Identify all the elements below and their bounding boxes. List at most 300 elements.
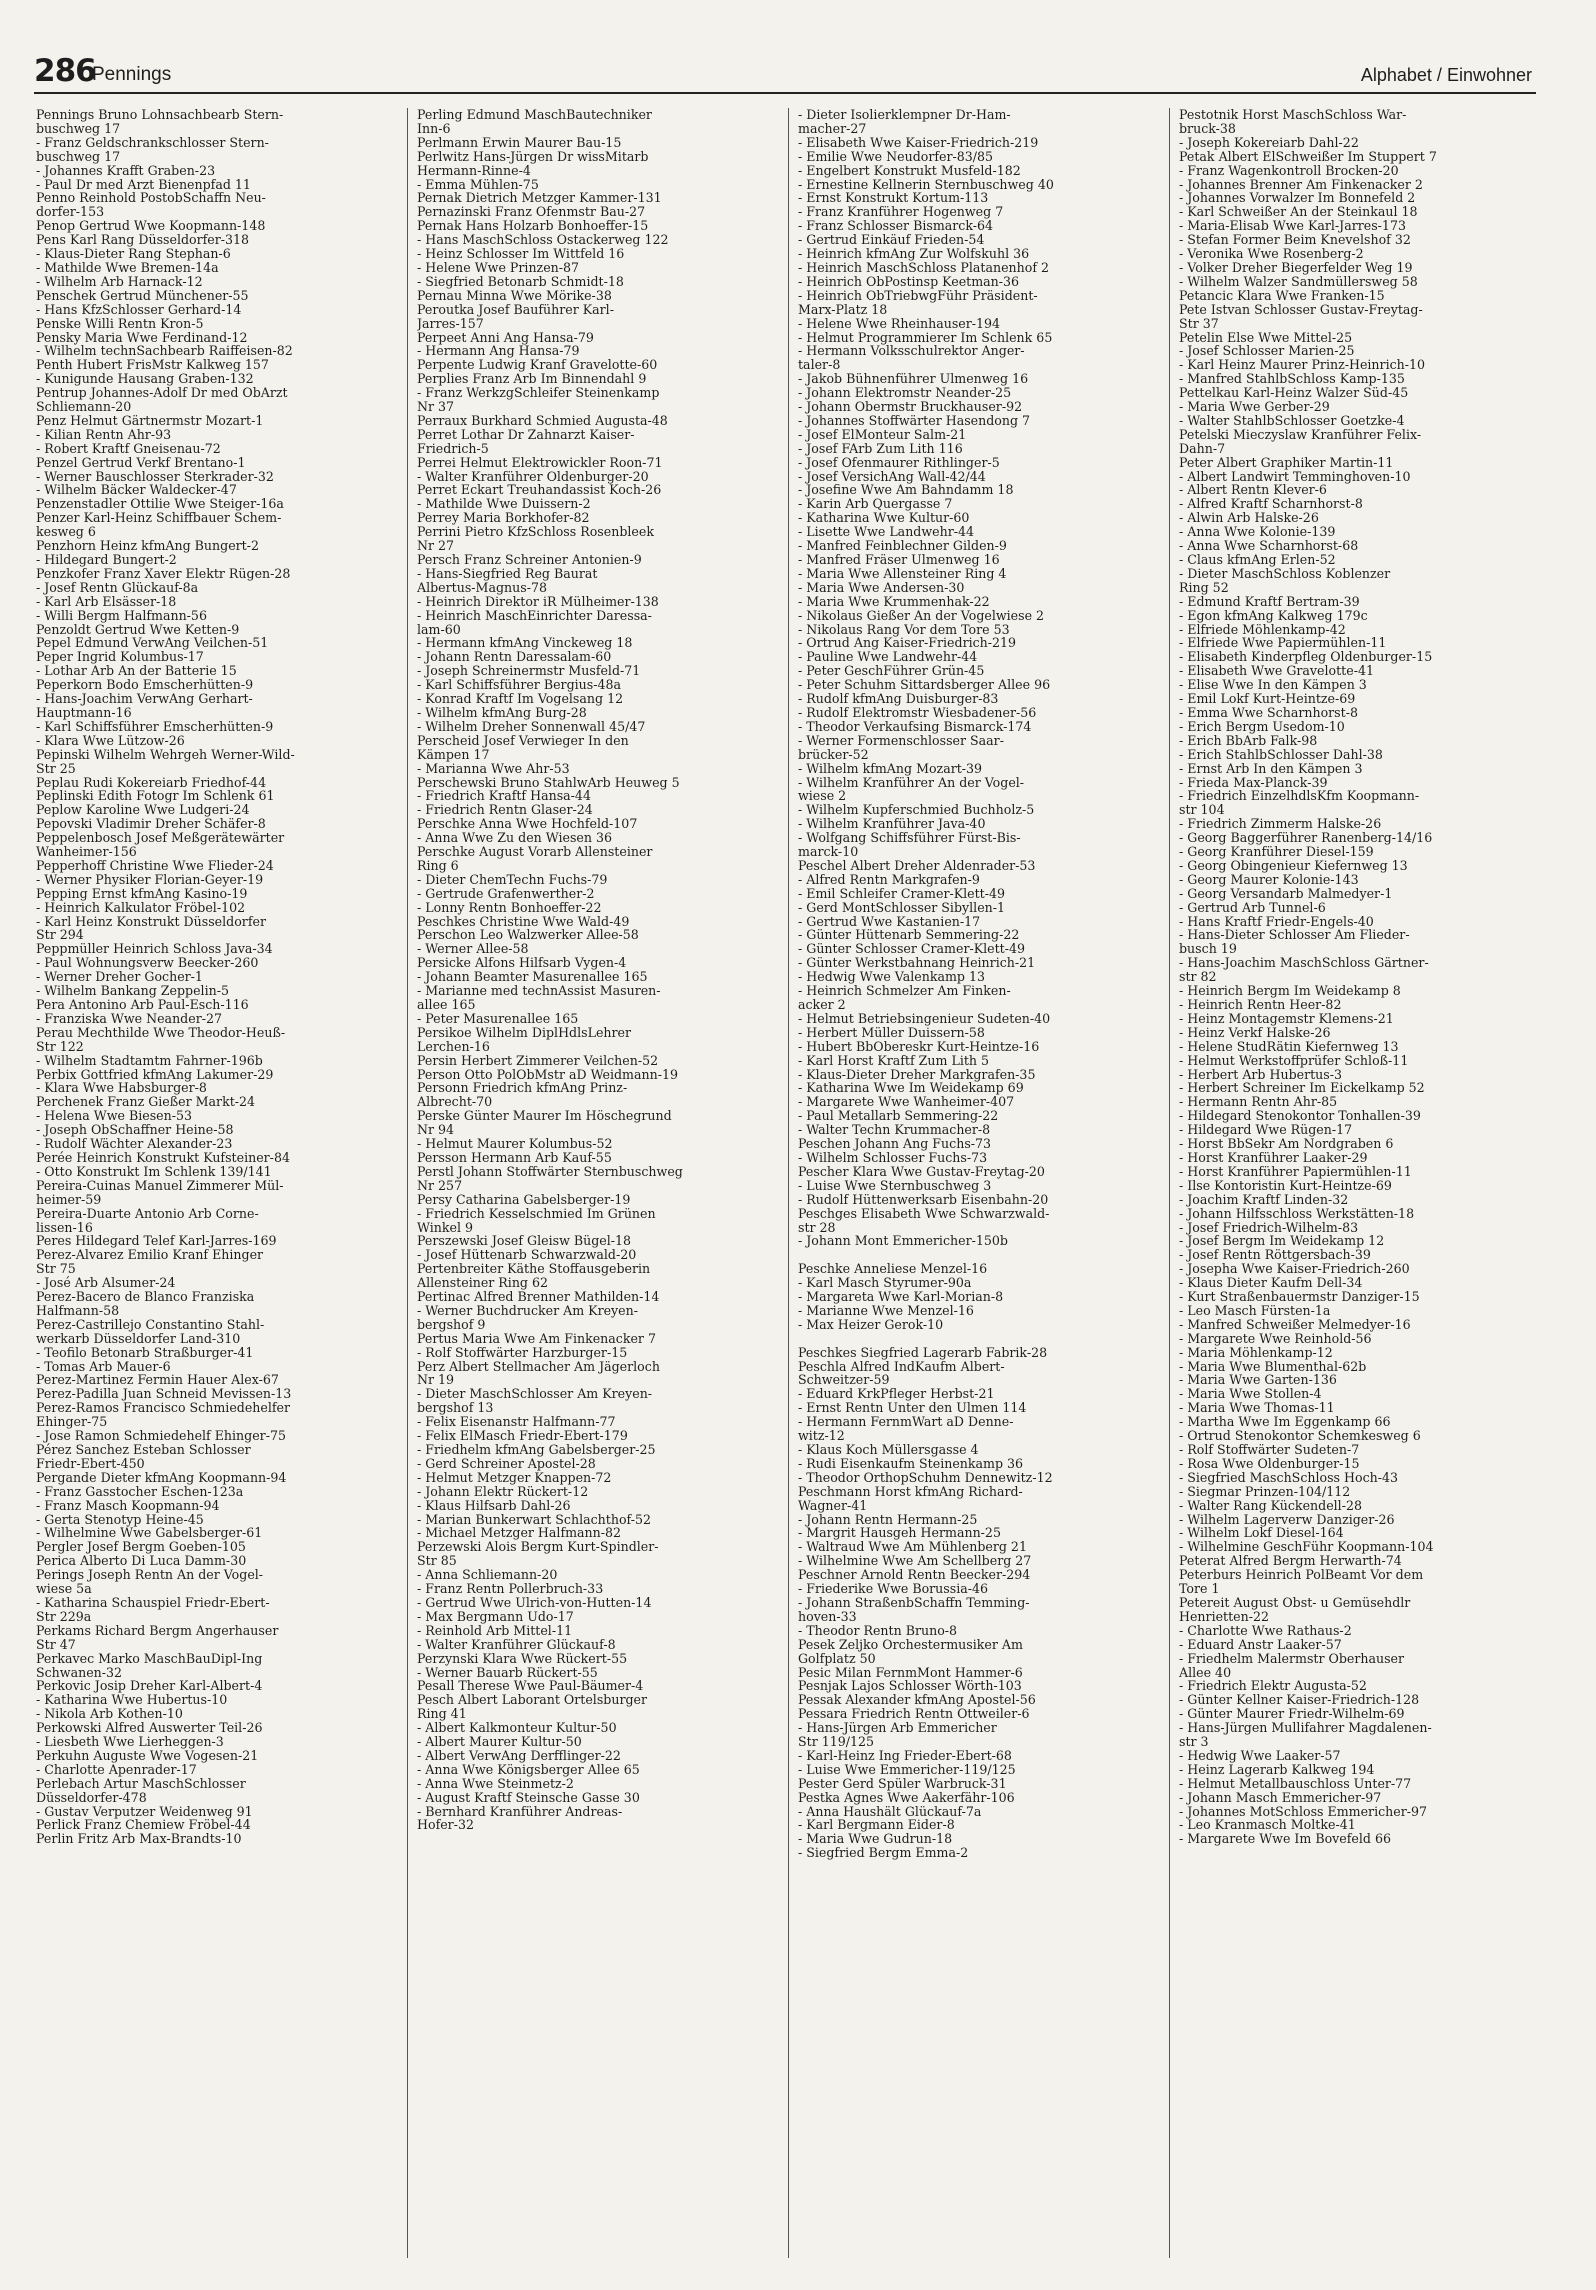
- directory-entry: - Heinrich Schmelzer Am Finken-: [798, 983, 1011, 999]
- directory-entry: Allensteiner Ring 62: [417, 1275, 549, 1291]
- directory-entry: - Liesbeth Wwe Lierheggen-3: [36, 1734, 224, 1750]
- directory-entry: - Georg Maurer Kolonie-143: [1179, 871, 1359, 887]
- directory-entry: - Heinz Schlosser Im Wittfeld 16: [417, 246, 625, 262]
- directory-entry: Perstl Johann Stoffwärter Sternbuschweg: [417, 1163, 683, 1179]
- directory-entry: - Elise Wwe In den Kämpen 3: [1179, 677, 1367, 693]
- directory-entry: Perz Albert Stellmacher Am Jägerloch: [417, 1358, 660, 1374]
- directory-entry: - Maria Wwe Blumenthal-62b: [1179, 1358, 1367, 1374]
- directory-entry: - Hans MaschSchloss Ostackerweg 122: [417, 232, 669, 248]
- directory-entry: Winkel 9: [417, 1219, 473, 1235]
- directory-entry: Penop Gertrud Wwe Koopmann-148: [36, 218, 266, 234]
- directory-entry: - Hedwig Wwe Valenkamp 13: [798, 969, 986, 985]
- directory-entry: bergshof 13: [417, 1400, 494, 1416]
- directory-entry: - Hermann kfmAng Vinckeweg 18: [417, 635, 633, 651]
- directory-entry: Ehinger-75: [36, 1414, 108, 1430]
- directory-entry: Str 25: [36, 760, 76, 776]
- directory-entry: Penno Reinhold PostobSchaffn Neu-: [36, 190, 266, 206]
- directory-entry: - Friedrich Kesselschmied Im Grünen: [417, 1205, 656, 1221]
- directory-entry: Perlwitz Hans-Jürgen Dr wissMitarb: [417, 148, 649, 164]
- directory-entry: Peschel Albert Dreher Aldenrader-53: [798, 857, 1036, 873]
- directory-entry: dorfer-153: [36, 204, 105, 220]
- directory-entry: - Alfred Rentn Markgrafen-9: [798, 871, 980, 887]
- directory-entry: - Joseph Schreinermstr Musfeld-71: [417, 663, 641, 679]
- directory-entry: - Werner Physiker Florian-Geyer-19: [36, 871, 264, 887]
- directory-entry: Peplow Karoline Wwe Ludgeri-24: [36, 802, 250, 818]
- directory-entry: Perrei Helmut Elektrowickler Roon-71: [417, 454, 663, 470]
- directory-entry: - Rosa Wwe Oldenburger-15: [1179, 1455, 1360, 1471]
- directory-entry: Peschkes Christine Wwe Wald-49: [417, 913, 630, 929]
- directory-entry: - Joachim Kraftf Linden-32: [1179, 1191, 1349, 1207]
- directory-entry: - Leo Masch Fürsten-1a: [1179, 1302, 1331, 1318]
- directory-entry: Str 85: [417, 1553, 457, 1569]
- directory-entry: - Karl Heinz Konstrukt Düsseldorfer: [36, 913, 266, 929]
- directory-entry: Schliemann-20: [36, 399, 132, 415]
- directory-entry: - Herbert Arb Hubertus-3: [1179, 1066, 1343, 1082]
- directory-entry: Perraux Burkhard Schmied Augusta-48: [417, 412, 668, 428]
- directory-entry: - Horst Kranführer Laaker-29: [1179, 1149, 1368, 1165]
- directory-entry: - Karin Arb Quergasse 7: [798, 496, 953, 512]
- directory-entry: Perkavec Marko MaschBauDipl-Ing: [36, 1650, 263, 1666]
- directory-entry: - Georg Versandarb Malmedyer-1: [1179, 885, 1393, 901]
- directory-entry: Pertus Maria Wwe Am Finkenacker 7: [417, 1330, 656, 1346]
- directory-entry: Perlmann Erwin Maurer Bau-15: [417, 134, 622, 150]
- directory-entry: - Peter Schuhm Sittardsberger Allee 96: [798, 677, 1051, 693]
- directory-entry: Pensky Maria Wwe Ferdinand-12: [36, 329, 248, 345]
- directory-entry: - Horst BbSekr Am Nordgraben 6: [1179, 1136, 1394, 1152]
- directory-entry: - Johann Rentn Daressalam-60: [417, 649, 612, 665]
- directory-entry: Perkuhn Auguste Wwe Vogesen-21: [36, 1747, 259, 1763]
- directory-entry: Perplies Franz Arb Im Binnendahl 9: [417, 371, 647, 387]
- directory-entry: - Mathilde Wwe Bremen-14a: [36, 259, 219, 275]
- directory-entry: - Joseph Kokereiarb Dahl-22: [1179, 134, 1359, 150]
- directory-entry: Schweitzer-59: [798, 1372, 890, 1388]
- directory-entry: - Paul Dr med Arzt Bienenpfad 11: [36, 176, 251, 192]
- directory-entry: - Felix ElMasch Friedr-Ebert-179: [417, 1428, 628, 1444]
- directory-entry: - Alfred Kraftf Scharnhorst-8: [1179, 496, 1363, 512]
- directory-entry: Perlin Fritz Arb Max-Brandts-10: [36, 1831, 242, 1847]
- directory-entry: Peres Hildegard Telef Karl-Jarres-169: [36, 1233, 277, 1249]
- directory-entry: - Werner Bauschlosser Sterkrader-32: [36, 468, 274, 484]
- column-divider: [788, 108, 789, 2258]
- page-header: [34, 52, 1536, 94]
- directory-entry: Perling Edmund MaschBautechniker: [417, 108, 652, 122]
- directory-entry: Peschkes Siegfried Lagerarb Fabrik-28: [798, 1344, 1048, 1360]
- directory-entry: marck-10: [798, 844, 859, 860]
- directory-entry: - Mathilde Wwe Duissern-2: [417, 496, 591, 512]
- directory-entry: Perpente Ludwig Kranf Gravelotte-60: [417, 357, 658, 373]
- directory-entry: - Franz Wagenkontroll Brocken-20: [1179, 162, 1399, 178]
- directory-entry: - Margarete Wwe Wanheimer-407: [798, 1094, 1015, 1110]
- directory-entry: - Johannes Brenner Am Finkenacker 2: [1179, 176, 1423, 192]
- directory-entry: - Franz Geldschrankschlosser Stern-: [36, 134, 269, 150]
- directory-entry: - Heinrich ObPostinsp Keetman-36: [798, 273, 1020, 289]
- directory-entry: Friedr-Ebert-450: [36, 1455, 145, 1471]
- directory-columns: [34, 108, 1536, 2258]
- directory-entry: - Wilhelmine Wwe Am Schellberg 27: [798, 1553, 1032, 1569]
- directory-entry: - Margrit Hausgeh Hermann-25: [798, 1525, 1001, 1541]
- directory-entry: - Johannes Stoffwärter Hasendong 7: [798, 412, 1031, 428]
- directory-entry: - Gertrud Einkäuf Frieden-54: [798, 232, 985, 248]
- directory-entry: - Volker Dreher Biegerfelder Weg 19: [1179, 259, 1413, 275]
- directory-entry: - Franziska Wwe Neander-27: [36, 1010, 222, 1026]
- directory-entry: - Helene StudRätin Kiefernweg 13: [1179, 1038, 1399, 1054]
- directory-entry: Nr 257: [417, 1177, 463, 1193]
- directory-entry: Perings Joseph Rentn An der Vogel-: [36, 1567, 264, 1583]
- directory-entry: Petereit August Obst- u Gemüsehdlr: [1179, 1594, 1411, 1610]
- directory-entry: Halfmann-58: [36, 1302, 120, 1318]
- directory-entry: - Albert Kalkmonteur Kultur-50: [417, 1720, 617, 1736]
- directory-entry: Pentrup Johannes-Adolf Dr med ObArzt: [36, 385, 288, 401]
- directory-entry: Pergande Dieter kfmAng Koopmann-94: [36, 1469, 287, 1485]
- directory-entry: Ring 41: [417, 1706, 467, 1722]
- directory-entry: buschweg 17: [36, 120, 121, 136]
- directory-entry: - Friedrich Kraftf Hansa-44: [417, 788, 591, 804]
- directory-entry: Pepel Edmund VerwAng Veilchen-51: [36, 635, 269, 651]
- directory-entry: Perez-Bacero de Blanco Franziska: [36, 1289, 255, 1305]
- directory-entry: Peterat Alfred Bergm Herwarth-74: [1179, 1553, 1402, 1569]
- directory-entry: - Helmut Werkstoffprüfer Schloß-11: [1179, 1052, 1409, 1068]
- directory-entry: Marx-Platz 18: [798, 301, 888, 317]
- directory-entry: Peschges Elisabeth Wwe Schwarzwald-: [798, 1205, 1050, 1221]
- directory-entry: - Karl Horst Kraftf Zum Lith 5: [798, 1052, 990, 1068]
- directory-entry: - Günter Hüttenarb Semmering-22: [798, 927, 1020, 943]
- directory-entry: Persch Franz Schreiner Antonien-9: [417, 552, 642, 567]
- directory-entry: Perez-Martinez Fermin Hauer Alex-67: [36, 1372, 279, 1388]
- directory-entry: Pennings Bruno Lohnsachbearb Stern-: [36, 108, 284, 122]
- directory-entry: Perez-Padilla Juan Schneid Mevissen-13: [36, 1386, 292, 1402]
- directory-entry: - Nikolaus Gießer An der Vogelwiese 2: [798, 607, 1045, 623]
- directory-entry: - Johann Elektr Rückert-12: [417, 1483, 589, 1499]
- directory-entry: - Emil Lokf Kurt-Heintze-69: [1179, 691, 1356, 707]
- directory-entry: - Karl-Heinz Ing Frieder-Ebert-68: [798, 1747, 1012, 1763]
- directory-entry: Person Otto PolObMstr aD Weidmann-19: [417, 1066, 678, 1082]
- directory-entry: - Ernestine Kellnerin Sternbuschweg 40: [798, 176, 1054, 192]
- directory-entry: - Hubert BbObereskr Kurt-Heintze-16: [798, 1038, 1040, 1054]
- directory-entry: - Johannes MotSchloss Emmericher-97: [1179, 1803, 1428, 1819]
- directory-entry: Penzel Gertrud Verkf Brentano-1: [36, 454, 246, 470]
- directory-entry: - Maria Wwe Andersen-30: [798, 579, 965, 595]
- directory-entry: Ring 52: [1179, 579, 1229, 595]
- directory-entry: - Johann Masch Emmericher-97: [1179, 1789, 1382, 1805]
- directory-entry: Inn-6: [417, 120, 451, 136]
- directory-entry: - Manfred Fräser Ulmenweg 16: [798, 552, 1000, 567]
- directory-entry: - Günter Schlosser Cramer-Klett-49: [798, 941, 1026, 957]
- directory-entry: Pérez Sanchez Esteban Schlosser: [36, 1442, 251, 1457]
- directory-entry: Albrecht-70: [417, 1094, 493, 1110]
- directory-entry: - Friedrich Rentn Glaser-24: [417, 802, 593, 818]
- directory-entry: Pester Gerd Spüler Warbruck-31: [798, 1775, 1007, 1791]
- directory-entry: Perkams Richard Bergm Angerhauser: [36, 1622, 279, 1638]
- directory-entry: - Heinrich Rentn Heer-82: [1179, 997, 1342, 1012]
- directory-entry: - Horst Kranführer Papiermühlen-11: [1179, 1163, 1412, 1179]
- directory-entry: - Albert Rentn Klever-6: [1179, 482, 1327, 498]
- directory-entry: - Dieter Isolierklempner Dr-Ham-: [798, 108, 1011, 122]
- directory-entry: - Wilhelmine GeschFühr Koopmann-104: [1179, 1539, 1434, 1555]
- directory-entry: Perez-Castrillejo Constantino Stahl-: [36, 1316, 265, 1332]
- directory-entry: - Marianne Wwe Menzel-16: [798, 1302, 974, 1318]
- directory-entry: Str 229a: [36, 1608, 92, 1624]
- directory-entry: - Katharina Wwe Kultur-60: [798, 510, 970, 526]
- directory-entry: - Egon kfmAng Kalkweg 179c: [1179, 607, 1368, 623]
- directory-entry: - Franz Rentn Pollerbruch-33: [417, 1581, 604, 1597]
- directory-entry: - Hans KfzSchlosser Gerhard-14: [36, 301, 242, 317]
- directory-entry: - Jakob Bühnenführer Ulmenweg 16: [798, 371, 1029, 387]
- directory-entry: - Herbert Müller Duissern-58: [798, 1024, 985, 1040]
- directory-entry: - Pauline Wwe Landwehr-44: [798, 649, 978, 665]
- directory-entry: Pergler Josef Bergm Goeben-105: [36, 1539, 246, 1555]
- directory-entry: - Hans Kraftf Friedr-Engels-40: [1179, 913, 1374, 929]
- directory-entry: - Marianna Wwe Ahr-53: [417, 760, 570, 776]
- directory-entry: - Hans-Dieter Schlosser Am Flieder-: [1179, 927, 1410, 943]
- directory-entry: - Anna Wwe Kolonie-139: [1179, 524, 1336, 540]
- directory-entry: Pesic Milan FernmMont Hammer-6: [798, 1664, 1023, 1680]
- directory-entry: Pesall Therese Wwe Paul-Bäumer-4: [417, 1678, 644, 1694]
- directory-entry: - Ilse Kontoristin Kurt-Heintze-69: [1179, 1177, 1392, 1193]
- directory-entry: Perée Heinrich Konstrukt Kufsteiner-84: [36, 1149, 290, 1165]
- directory-entry: - Margareta Wwe Karl-Morian-8: [798, 1289, 1004, 1305]
- directory-entry: Allee 40: [1179, 1664, 1232, 1680]
- directory-entry: - Emilie Wwe Neudorfer-83/85: [798, 148, 994, 164]
- directory-entry: - Veronika Wwe Rosenberg-2: [1179, 246, 1364, 262]
- directory-entry: - Franz Schlosser Bismarck-64: [798, 218, 994, 234]
- directory-entry: - José Arb Alsumer-24: [36, 1275, 176, 1291]
- directory-entry: Perret Eckart Treuhandassist Koch-26: [417, 482, 662, 498]
- directory-entry: - Klaus Hilfsarb Dahl-26: [417, 1497, 571, 1513]
- directory-entry: - Gerd MontSchlosser Sibyllen-1: [798, 899, 1006, 915]
- directory-entry: - Elfriede Möhlenkamp-42: [1179, 621, 1346, 637]
- directory-entry: - Frieda Max-Planck-39: [1179, 774, 1328, 790]
- directory-entry: Ring 6: [417, 857, 459, 873]
- directory-entry: Penschek Gertrud Münchener-55: [36, 287, 249, 303]
- directory-entry: - Hermann FernmWart aD Denne-: [798, 1414, 1014, 1430]
- directory-entry: - Otto Konstrukt Im Schlenk 139/141: [36, 1163, 272, 1179]
- directory-entry: Pessara Friedrich Rentn Ottweiler-6: [798, 1706, 1030, 1722]
- directory-entry: - Dieter MaschSchloss Koblenzer: [1179, 565, 1391, 581]
- directory-entry: - Helmut Metallbauschloss Unter-77: [1179, 1775, 1412, 1791]
- directory-entry: - Anna Wwe Zu den Wiesen 36: [417, 830, 613, 846]
- directory-entry: - Manfred Schweißer Melmedyer-16: [1179, 1316, 1411, 1332]
- directory-entry: - Elisabeth Wwe Gravelotte-41: [1179, 663, 1374, 679]
- directory-entry: Perrey Maria Borkhofer-82: [417, 510, 590, 526]
- directory-entry: - Josepha Wwe Kaiser-Friedrich-260: [1179, 1261, 1410, 1277]
- column-4: [1179, 108, 1531, 2258]
- directory-entry: - Peter Masurenallee 165: [417, 1010, 579, 1026]
- directory-entry: Peppmüller Heinrich Schloss Java-34: [36, 941, 273, 957]
- directory-entry: - Ernst Arb In den Kämpen 3: [1179, 760, 1363, 776]
- directory-entry: - Tomas Arb Mauer-6: [36, 1358, 171, 1374]
- directory-entry: bergshof 9: [417, 1316, 486, 1332]
- directory-entry: Str 37: [1179, 315, 1219, 331]
- directory-entry: - Walter Rang Kückendell-28: [1179, 1497, 1362, 1513]
- directory-entry: - Wilhelm Kranführer An der Vogel-: [798, 774, 1025, 790]
- directory-entry: Persikoe Wilhelm DiplHdlsLehrer: [417, 1024, 632, 1040]
- directory-entry: - Maria Wwe Thomas-11: [1179, 1400, 1335, 1416]
- directory-entry: - Ernst Konstrukt Kortum-113: [798, 190, 989, 206]
- directory-entry: - Heinz Montagemstr Klemens-21: [1179, 1010, 1394, 1026]
- directory-entry: Perlebach Artur MaschSchlosser: [36, 1775, 246, 1791]
- directory-entry: - Bernhard Kranführer Andreas-: [417, 1803, 623, 1819]
- directory-entry: - Gertrud Wwe Ulrich-von-Hutten-14: [417, 1594, 652, 1610]
- directory-entry: Perske Günter Maurer Im Höschegrund: [417, 1108, 672, 1124]
- directory-entry: Pernak Hans Holzarb Bonhoeffer-15: [417, 218, 649, 234]
- directory-entry: - Karl Arb Elsässer-18: [36, 593, 177, 609]
- directory-entry: - Heinrich MaschEinrichter Daressa-: [417, 607, 652, 623]
- directory-entry: - Hermann Volksschulrektor Anger-: [798, 343, 1025, 359]
- directory-entry: - Karl Bergmann Eider-8: [798, 1817, 955, 1833]
- directory-entry: - Hermann Rentn Ahr-85: [1179, 1094, 1338, 1110]
- directory-entry: Perzewski Alois Bergm Kurt-Spindler-: [417, 1539, 659, 1555]
- page-keyword: Pennings: [92, 64, 172, 85]
- directory-entry: Perpeet Anni Ang Hansa-79: [417, 329, 594, 345]
- directory-entry: Peschke Anneliese Menzel-16: [798, 1261, 988, 1277]
- directory-entry: - Wilhelm Stadtamtm Fahrner-196b: [36, 1052, 263, 1068]
- directory-entry: - Heinrich Bergm Im Weidekamp 8: [1179, 983, 1401, 999]
- directory-entry: Pete Istvan Schlosser Gustav-Freytag-: [1179, 301, 1423, 317]
- directory-entry: - Josef Friedrich-Wilhelm-83: [1179, 1219, 1359, 1235]
- directory-entry: - Engelbert Konstrukt Musfeld-182: [798, 162, 1021, 178]
- directory-entry: - Siegmar Prinzen-104/112: [1179, 1483, 1351, 1499]
- directory-entry: - Hans-Joachim VerwAng Gerhart-: [36, 691, 253, 707]
- directory-entry: Perrini Pietro KfzSchloss Rosenbleek: [417, 524, 654, 540]
- directory-entry: Pereira-Duarte Antonio Arb Corne-: [36, 1205, 259, 1221]
- directory-entry: - Elisabeth Wwe Kaiser-Friedrich-219: [798, 134, 1039, 150]
- directory-entry: - Georg Kranführer Diesel-159: [1179, 844, 1374, 860]
- page-number: 286: [34, 53, 96, 89]
- column-1: [36, 108, 388, 2258]
- directory-entry: - Wilhelm Bankang Zeppelin-5: [36, 983, 229, 999]
- directory-entry: - Katharina Wwe Hubertus-10: [36, 1692, 228, 1708]
- directory-entry: Persin Herbert Zimmerer Veilchen-52: [417, 1052, 659, 1068]
- directory-entry: werkarb Düsseldorfer Land-310: [36, 1330, 241, 1346]
- directory-entry: - Wilhelm Arb Harnack-12: [36, 273, 203, 289]
- directory-entry: Str 119/125: [798, 1734, 875, 1750]
- directory-entry: wiese 5a: [36, 1581, 92, 1597]
- directory-entry: Düsseldorfer-478: [36, 1789, 147, 1805]
- directory-entry: - Kilian Rentn Ahr-93: [36, 426, 172, 442]
- directory-entry: - Hildegard Bungert-2: [36, 552, 177, 567]
- directory-entry: Nr 27: [417, 538, 455, 554]
- directory-entry: Pernazinski Franz Ofenmstr Bau-27: [417, 204, 646, 220]
- section-title: Alphabet / Einwohner: [1360, 65, 1532, 85]
- directory-entry: - Albert VerwAng Derfflinger-22: [417, 1747, 621, 1763]
- directory-entry: Peperkorn Bodo Emscherhütten-9: [36, 677, 254, 693]
- directory-entry: Perbix Gottfried kfmAng Lakumer-29: [36, 1066, 274, 1082]
- directory-entry: - Willi Bergm Halfmann-56: [36, 607, 207, 623]
- directory-entry: - Klara Wwe Habsburger-8: [36, 1080, 207, 1096]
- directory-entry: Albertus-Magnus-78: [417, 579, 547, 595]
- directory-entry: Hermann-Rinne-4: [417, 162, 531, 178]
- directory-entry: Perchenek Franz Gießer Markt-24: [36, 1094, 256, 1110]
- directory-entry: - Rolf Stoffwärter Harzburger-15: [417, 1344, 628, 1360]
- directory-entry: Persy Catharina Gabelsberger-19: [417, 1191, 631, 1207]
- directory-entry: - Josef FArb Zum Lith 116: [798, 440, 963, 456]
- directory-entry: - Rudolf kfmAng Duisburger-83: [798, 691, 999, 707]
- directory-entry: - Werner Bauarb Rückert-55: [417, 1664, 598, 1680]
- directory-entry: acker 2: [798, 997, 846, 1012]
- directory-entry: - Gerta Stenotyp Heine-45: [36, 1511, 204, 1527]
- directory-entry: wiese 2: [798, 788, 847, 804]
- directory-entry: Perschon Leo Walzwerker Allee-58: [417, 927, 639, 943]
- directory-entry: - Edmund Kraftf Bertram-39: [1179, 593, 1360, 609]
- directory-entry: - Siegfried MaschSchloss Hoch-43: [1179, 1469, 1399, 1485]
- directory-entry: - Franz Kranführer Hogenweg 7: [798, 204, 1004, 220]
- directory-entry: - Hildegard Stenokontor Tonhallen-39: [1179, 1108, 1421, 1124]
- directory-entry: - Wilhelm kfmAng Mozart-39: [798, 760, 983, 776]
- directory-entry: - Walter Kranführer Oldenburger-20: [417, 468, 649, 484]
- directory-entry: lissen-16: [36, 1219, 93, 1235]
- directory-entry: - Karl Heinz Maurer Prinz-Heinrich-10: [1179, 357, 1426, 373]
- directory-entry: - Josef Hüttenarb Schwarzwald-20: [417, 1247, 637, 1263]
- directory-entry: - Jose Ramon Schmiedehelf Ehinger-75: [36, 1428, 286, 1444]
- directory-entry: Hofer-32: [417, 1817, 474, 1833]
- directory-entry: - Max Heizer Gerok-10: [798, 1316, 944, 1332]
- directory-entry: - Helena Wwe Biesen-53: [36, 1108, 193, 1124]
- directory-entry: bruck-38: [1179, 120, 1236, 136]
- directory-entry: - Johann StraßenbSchaffn Temming-: [798, 1594, 1030, 1610]
- directory-entry: [798, 1248, 1150, 1262]
- directory-entry: - Luise Wwe Sternbuschweg 3: [798, 1177, 992, 1193]
- directory-entry: - Werner Buchdrucker Am Kreyen-: [417, 1302, 638, 1318]
- directory-entry: - Josef Ofenmaurer Rithlinger-5: [798, 454, 1000, 470]
- directory-entry: - Wilhelm Schlosser Fuchs-73: [798, 1149, 988, 1165]
- directory-entry: - Emil Schleifer Cramer-Klett-49: [798, 885, 1006, 901]
- directory-entry: - Wilhelm Lagerverw Danziger-26: [1179, 1511, 1395, 1527]
- directory-entry: - Albert Maurer Kultur-50: [417, 1734, 582, 1750]
- directory-entry: - Margarete Wwe Im Bovefeld 66: [1179, 1831, 1391, 1847]
- directory-entry: - Siegfried Bergm Emma-2: [798, 1845, 969, 1861]
- directory-entry: - Wilhelm technSachbearb Raiffeisen-82: [36, 343, 293, 359]
- directory-entry: - Franz Gasstocher Eschen-123a: [36, 1483, 244, 1499]
- directory-entry: Jarres-157: [417, 315, 484, 331]
- directory-entry: - Paul Metallarb Semmering-22: [798, 1108, 999, 1124]
- directory-entry: - Dieter ChemTechn Fuchs-79: [417, 871, 608, 887]
- directory-entry: Perez-Alvarez Emilio Kranf Ehinger: [36, 1247, 264, 1263]
- directory-entry: Pernau Minna Wwe Mörike-38: [417, 287, 612, 303]
- directory-entry: Perlick Franz Chemiew Fröbel-44: [36, 1817, 251, 1833]
- directory-entry: - Karl Schweißer An der Steinkaul 18: [1179, 204, 1418, 220]
- directory-entry: Persson Hermann Arb Kauf-55: [417, 1149, 612, 1165]
- directory-entry: Penzer Karl-Heinz Schiffbauer Schem-: [36, 510, 282, 526]
- directory-entry: Nr 19: [417, 1372, 455, 1388]
- directory-entry: Lerchen-16: [417, 1038, 490, 1054]
- directory-entry: - Herbert Schreiner Im Eickelkamp 52: [1179, 1080, 1425, 1096]
- directory-entry: - Siegfried Betonarb Schmidt-18: [417, 273, 624, 289]
- directory-entry: str 82: [1179, 969, 1217, 985]
- directory-entry: - Robert Kraftf Gneisenau-72: [36, 440, 221, 456]
- directory-entry: macher-27: [798, 120, 867, 136]
- directory-entry: - Heinrich MaschSchloss Platanenhof 2: [798, 259, 1050, 275]
- directory-entry: - Werner Allee-58: [417, 941, 529, 957]
- directory-entry: allee 165: [417, 997, 476, 1012]
- directory-entry: - Max Bergmann Udo-17: [417, 1608, 574, 1624]
- directory-entry: - Maria Wwe Garten-136: [1179, 1372, 1337, 1388]
- directory-entry: Friedrich-5: [417, 440, 489, 456]
- directory-entry: Dahn-7: [1179, 440, 1226, 456]
- directory-entry: - Hans-Jürgen Arb Emmericher: [798, 1720, 997, 1736]
- directory-entry: Penz Helmut Gärtnermstr Mozart-1: [36, 412, 264, 428]
- directory-entry: - Kurt Straßenbauermstr Danziger-15: [1179, 1289, 1420, 1305]
- directory-entry: Perzynski Klara Wwe Rückert-55: [417, 1650, 628, 1666]
- directory-entry: - Rudi Eisenkaufm Steinenkamp 36: [798, 1455, 1024, 1471]
- directory-entry: - Gertrude Grafenwerther-2: [417, 885, 595, 901]
- directory-entry: - Johann Hilfsschloss Werkstätten-18: [1179, 1205, 1415, 1221]
- directory-entry: Penzhorn Heinz kfmAng Bungert-2: [36, 538, 259, 554]
- directory-entry: - Felix Eisenanstr Halfmann-77: [417, 1414, 616, 1430]
- directory-entry: - Gerd Schreiner Apostel-28: [417, 1455, 596, 1471]
- directory-entry: Pettelkau Karl-Heinz Walzer Süd-45: [1179, 385, 1409, 401]
- directory-entry: Penzkofer Franz Xaver Elektr Rügen-28: [36, 565, 291, 581]
- directory-entry: lam-60: [417, 621, 461, 637]
